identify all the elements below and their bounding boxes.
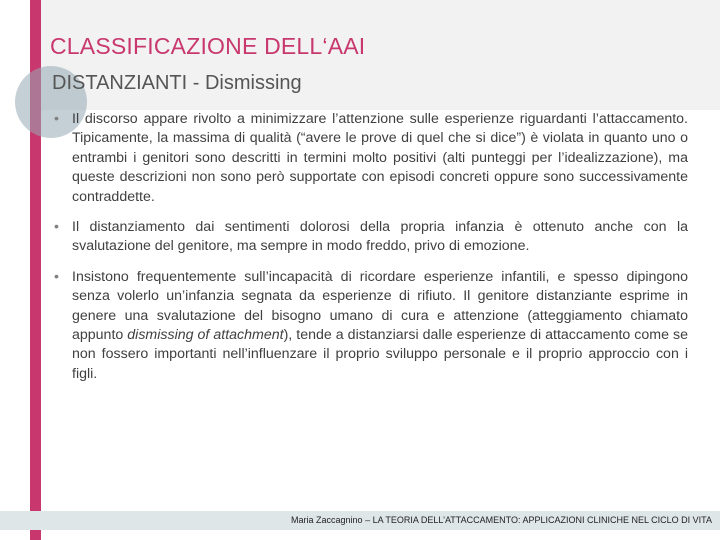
slide-title: CLASSIFICAZIONE DELL‘AAI <box>50 33 366 59</box>
bullet-text: ), tende a distanziarsi dalle esperienze di attaccamento come se non fossero importanti nell’influenzare il proprio sviluppo personale e il proprio approccio con i figli. <box>72 327 688 382</box>
bullet-item <box>52 218 688 257</box>
bullet-item <box>52 268 688 384</box>
slide-subtitle: DISTANZIANTI - Dismissing <box>52 72 302 94</box>
bullet-text: Il distanziamento dai sentimenti dolorosi della propria infanzia è ottenuto anche con la svalutazione del genitore, ma sempre in modo freddo, privo di emozione. <box>72 219 688 255</box>
bullet-emphasis: dismissing of attachment <box>127 327 284 344</box>
bullet-list <box>52 110 688 395</box>
bullet-text: Insistono frequentemente sull’incapacità di ricordare esperienze infantili, e spesso dipingono senza volerlo un’infanzia segnata da esperienze di rifiuto. Il genitore distanziante esprime in genere una svalutazione del bisogno umano di cura e attenzione (atteggiamento chiamato appunto <box>72 268 688 344</box>
bullet-item <box>52 110 688 207</box>
bullet-text: Il discorso appare rivolto a minimizzare l’attenzione sulle esperienze riguardanti l’attaccamento. Tipicamente, la massima di qualità (“avere le prove di quel che si dice”) è violata in quanto uno o entrambi i genitori sono descritti in termini molto positivi (alti punteggi per l’idealizzazione), ma queste descrizioni non sono però supportate con episodi concreti oppure sono successivamente contraddette. <box>72 111 688 205</box>
footer-text: Maria Zaccagnino – LA TEORIA DELL’ATTACCAMENTO: APPLICAZIONI CLINICHE NEL CICLO DI VITA <box>291 515 712 525</box>
